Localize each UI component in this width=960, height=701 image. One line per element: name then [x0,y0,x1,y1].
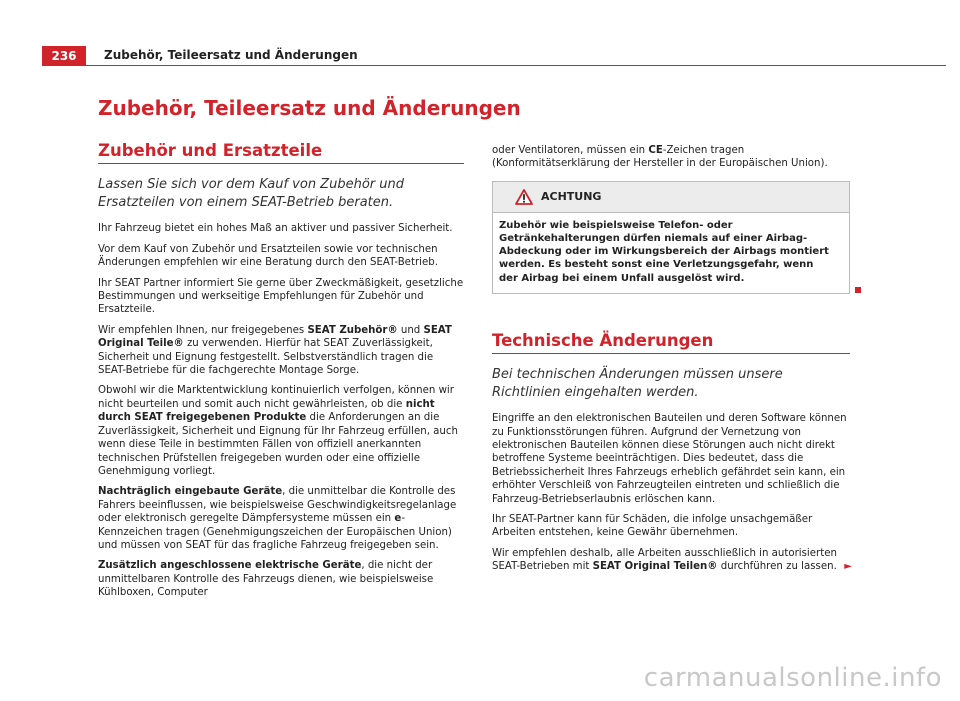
page-title: Zubehör, Teileersatz und Änderungen [98,96,521,120]
paragraph [98,559,464,599]
text: -Zeichen tragen (Konformitätserklärung der Hersteller in der Europäischen Union). [492,145,828,170]
warning-box [492,181,850,294]
header-divider [86,65,946,66]
bold-term: SEAT Original Teilen® [592,561,718,573]
bold-term: CE [648,145,663,156]
page-header [42,46,946,66]
paragraph: Ihr SEAT Partner informiert Sie gerne über Zweckmäßigkeit, gesetzliche Bestimmungen und werkseitige Empfehlungen für Zubehör und Ersatzteile. [98,277,464,316]
warning-header [493,182,849,213]
warning-title: ACHTUNG [541,190,602,204]
section-title-technik: Technische Änderungen [492,334,850,354]
next-page-arrow-icon: ► [844,561,852,573]
paragraph: Ihr Fahrzeug bietet ein hohes Maß an aktiver und passiver Sicherheit. [98,223,453,235]
spacer [492,304,850,334]
paragraph [492,547,850,574]
text: , die unmittelbar die Kontrolle des Fahrers beeinflussen, wie beispielsweise Geschwindigkeitsregelanlage oder elektronisch geregelte Dämpfersysteme müssen ein [98,486,457,525]
bold-term: Nachträglich eingebaute Geräte [98,486,283,498]
paragraph: Ihr SEAT-Partner kann für Schäden, die infolge unsachgemäßer Arbeiten entstehen, keine Gewähr übernehmen. [492,514,813,539]
text: die Anforderungen an die Zuverlässigkeit, Sicherheit und Eignung für Ihr Fahrzeug erfüllen, auch wenn diese Teile in bestimmten Fällen von offiziell anerkannten technischen Prüfstellen freigegeben wurden oder eine offizielle Genehmigung vorliegt. [98,412,458,477]
text: -Kennzeichen tragen (Genehmigungszeichen der Europäischen Union) und müssen von SEAT für das fragliche Fahrzeug freigegeben sein. [98,513,452,551]
paragraph: Eingriffe an den elektronischen Bauteilen und deren Software können zu Funktionsstörungen führen. Aufgrund der Vernetzung von elektronischen Bauteilen können diese Störungen auch nicht direkt betroffene Systeme beeinträchtigen. Dies bedeutet, dass die Betriebssicherheit Ihres Fahrzeugs erheblich gefährdet sein kann, ein erhöhter Verschleiß von Fahrzeugteilen eintreten und schließlich die Fahrzeug-Betriebserlaubnis erlöschen kann. [492,413,847,505]
bold-term: SEAT Original Teile® [98,324,452,350]
text: zu verwenden. Hierfür hat SEAT Zuverlässigkeit, Sicherheit und Eignung festgestellt. Selbstverständlich tragen die SEAT-Betriebe für die fachgerechte Montage Sorge. [98,338,434,377]
paragraph [98,384,464,478]
text: durchführen zu lassen. [717,561,837,573]
left-column [98,141,464,607]
page-number: 236 [42,46,86,66]
text: Obwohl wir die Marktentwicklung kontinuierlich verfolgen, können wir nicht beurteilen und somit auch nicht gewährleisten, ob die [98,385,454,410]
text: Wir empfehlen Ihnen, nur freigegebenes [98,324,308,336]
bold-term: e [394,513,402,525]
section-intro: Lassen Sie sich vor dem Kauf von Zubehör und Ersatzteilen von einem SEAT-Betrieb beraten. [98,177,404,211]
text: Wir empfehlen deshalb, alle Arbeiten ausschließlich in autorisierten SEAT-Betrieben mit [492,547,837,573]
bold-term: Zusätzlich angeschlossene elektrische Geräte [98,560,362,572]
text: , die nicht der unmittelbaren Kontrolle des Fahrzeugs dienen, wie beispielsweise Kühlboxen, Computer [98,560,434,599]
header-title: Zubehör, Teileersatz und Änderungen [104,48,358,62]
warning-triangle-icon [515,189,533,205]
text: oder Ventilatoren, müssen ein [492,145,649,156]
watermark: carmanualsonline.info [643,663,942,693]
warning-text: Zubehör wie beispielsweise Telefon- oder Getränkehalterungen dürfen niemals auf einer Airbag-Abdeckung oder im Wirkungsbereich der Airbags montiert werden. Es besteht sonst eine Verletzungsgefahr, wenn der Airbag bei einem Unfall ausgelöst wird. [499,219,829,284]
paragraph [492,144,850,171]
end-marker-icon [855,287,861,293]
bold-term: SEAT Zubehör® [307,324,398,336]
text: und [397,324,424,336]
paragraph [98,485,464,552]
section-title-zubehoer: Zubehör und Ersatzteile [98,144,464,164]
section-intro: Bei technischen Änderungen müssen unsere Richtlinien eingehalten werden. [492,367,783,401]
right-column [492,144,850,581]
paragraph: Vor dem Kauf von Zubehör und Ersatzteilen sowie vor technischen Änderungen empfehlen wir eine Beratung durch den SEAT-Betrieb. [98,243,438,269]
paragraph [98,324,464,378]
bold-term: nicht durch SEAT freigegebenen Produkte [98,398,435,424]
